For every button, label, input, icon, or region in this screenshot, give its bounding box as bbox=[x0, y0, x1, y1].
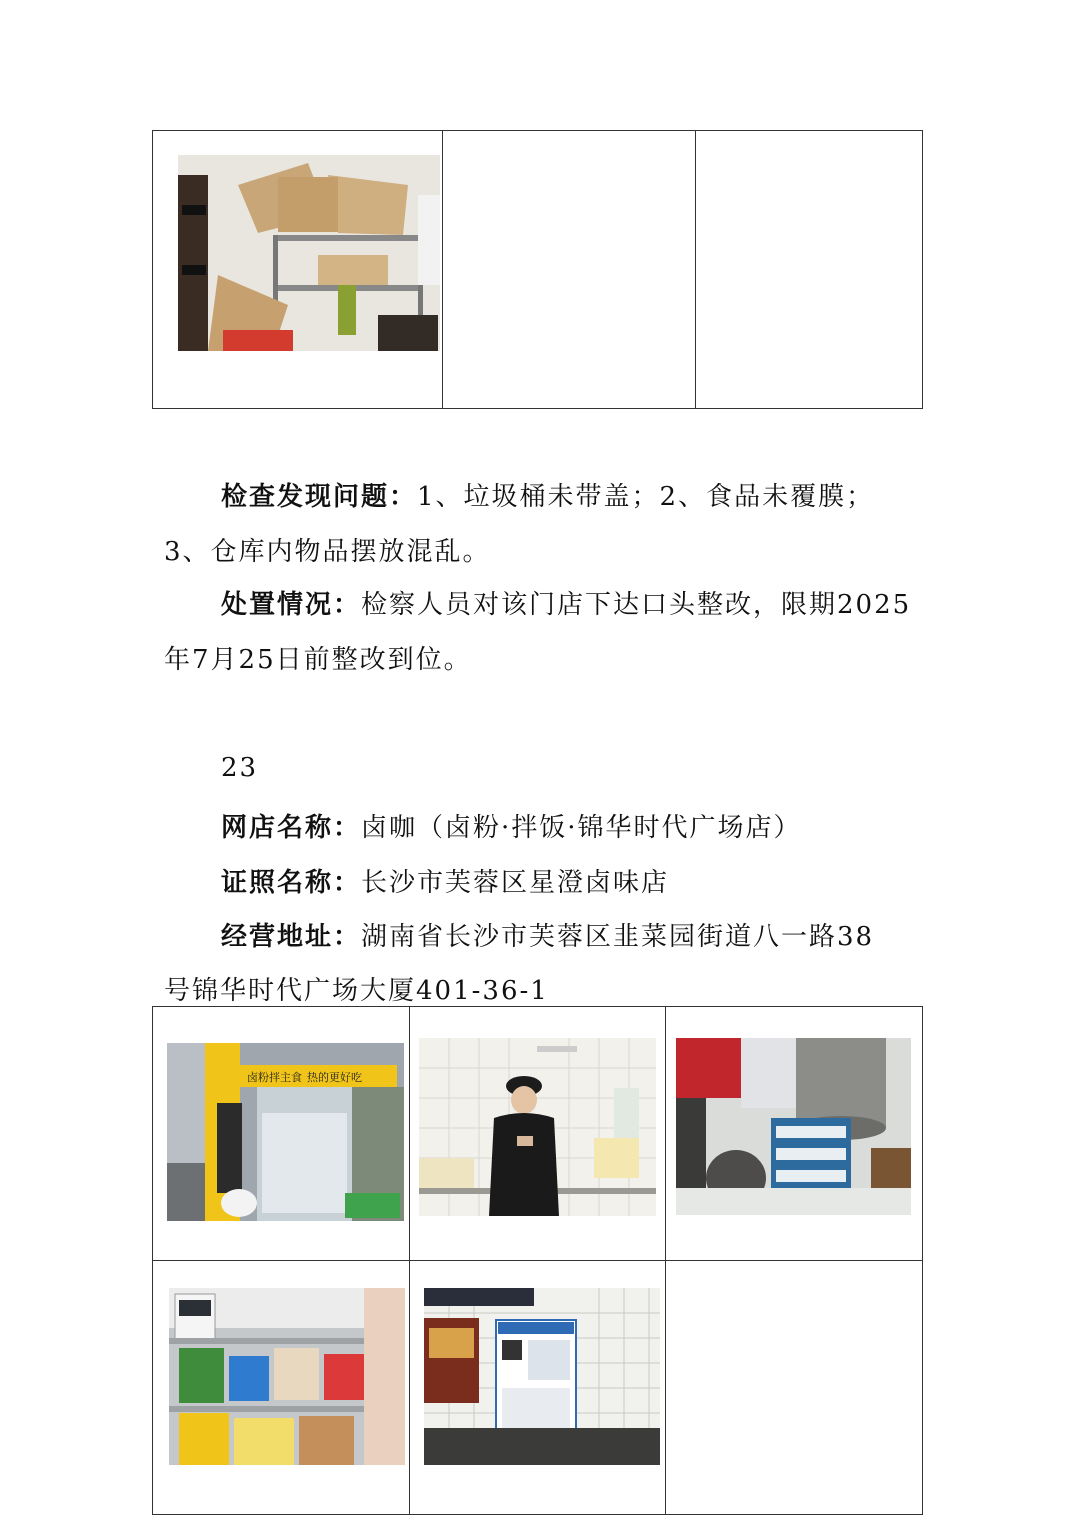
license-name-label: 证照名称： bbox=[221, 868, 362, 898]
address-line-1 bbox=[221, 916, 874, 953]
storage-area-photo bbox=[676, 1038, 911, 1215]
issues-paragraph bbox=[164, 470, 914, 580]
storage-boxes-photo bbox=[178, 155, 440, 351]
staff-inspection-photo bbox=[419, 1038, 656, 1216]
photo-table-bottom bbox=[152, 1006, 923, 1515]
shopfront-sign-text-1: 卤粉拌主食 bbox=[247, 1071, 302, 1084]
photo-cell bbox=[409, 1007, 666, 1261]
shopfront-photo bbox=[167, 1043, 404, 1221]
shop-name-label: 网店名称： bbox=[221, 813, 362, 843]
address-label: 经营地址： bbox=[221, 922, 362, 952]
shelf-items-photo bbox=[169, 1288, 405, 1465]
address-line-2: 号锦华时代广场大厦401-36-1 bbox=[164, 976, 549, 1006]
shopfront-sign-text-2: 热的更好吃 bbox=[307, 1071, 362, 1084]
disposal-paragraph bbox=[164, 578, 914, 688]
wall-notice-photo bbox=[424, 1288, 660, 1465]
photo-table-top bbox=[152, 130, 923, 409]
issues-label: 检查发现问题： bbox=[221, 482, 418, 512]
disposal-text: 检察人员对该门店下达口头整改，限期2025年7月25日前整改到位。 bbox=[164, 590, 912, 675]
photo-cell bbox=[153, 1261, 410, 1515]
issues-text: 1、垃圾桶未带盖；2、食品未覆膜；3、仓库内物品摆放混乱。 bbox=[164, 482, 875, 567]
shop-name-value: 卤咖（卤粉·拌饭·锦华时代广场店） bbox=[361, 813, 802, 843]
entry-number: 23 bbox=[221, 753, 259, 783]
address-value: 湖南省长沙市芙蓉区韭菜园街道八一路38 bbox=[361, 922, 875, 952]
photo-cell bbox=[153, 131, 443, 409]
license-name-value: 长沙市芙蓉区星澄卤味店 bbox=[361, 868, 670, 898]
license-name-line bbox=[221, 862, 669, 899]
photo-cell bbox=[153, 1007, 410, 1261]
empty-cell bbox=[666, 1261, 923, 1515]
photo-cell bbox=[666, 1007, 923, 1261]
empty-cell bbox=[695, 131, 922, 409]
disposal-label: 处置情况： bbox=[221, 590, 362, 620]
photo-cell bbox=[409, 1261, 666, 1515]
shop-name-line bbox=[221, 807, 802, 844]
empty-cell bbox=[443, 131, 695, 409]
